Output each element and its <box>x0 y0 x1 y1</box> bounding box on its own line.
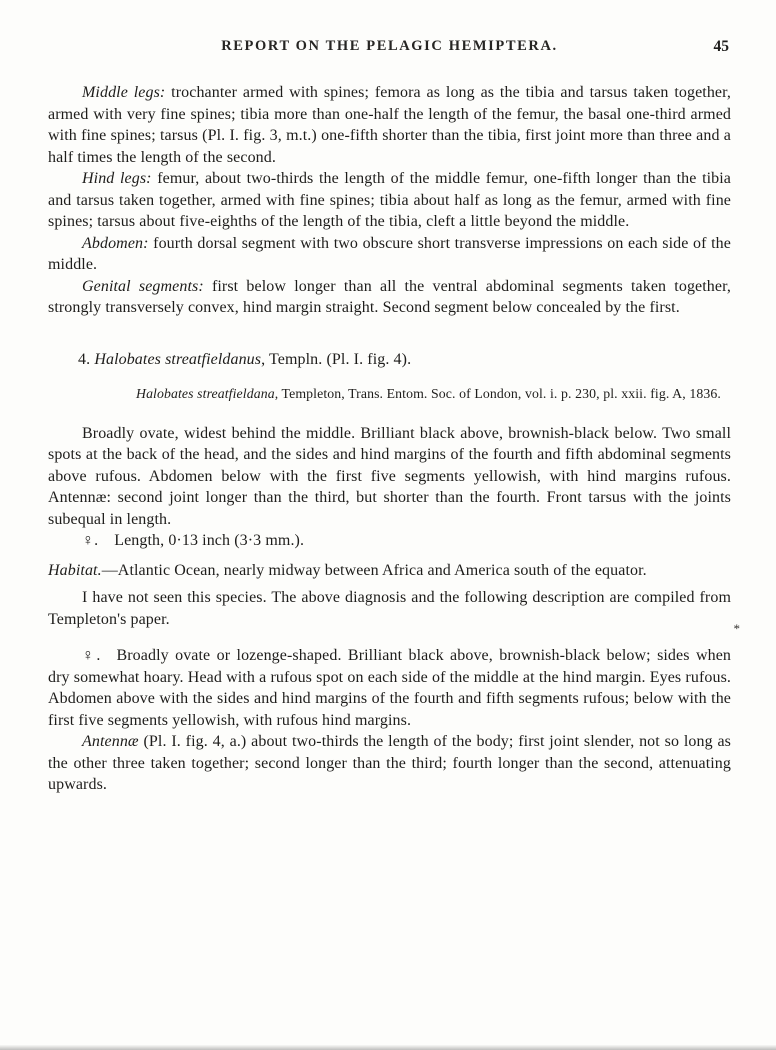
paragraph-text: trochanter armed with spines; femora as long as the tibia and tarsus taken together, armed with very fine spines; tibia more than one-half the length of the femur, the basal one-third armed with fine spines; tarsus (Pl. I. fig. 3, m.t.) one-fifth shorter than the tibia, first joint more than three and a half times the length of the second. <box>48 84 732 166</box>
citation-species-name: Halobates streatfieldana <box>136 386 275 401</box>
paragraph-middle-legs <box>48 82 731 168</box>
paragraph-lead: Habitat. <box>48 561 102 579</box>
paragraph-text: I have not seen this species. The above diagnosis and the following description are compiled from Templeton's paper. <box>48 589 731 628</box>
paragraph-lead: Hind legs: <box>82 170 152 187</box>
paragraph-genital-segments <box>48 276 731 319</box>
paragraph-text: Length, 0·13 inch (3·3 mm.). <box>114 532 305 549</box>
citation-text: , Templeton, Trans. Entom. Soc. of London, vol. i. p. 230, pl. xxii. fig. A, 1836. <box>274 386 721 401</box>
species-heading <box>48 349 731 371</box>
paragraph-abdomen <box>48 233 731 276</box>
female-symbol: ♀. <box>82 647 101 664</box>
page-header <box>48 38 731 58</box>
page-number: 45 <box>713 38 729 55</box>
paragraph-lead: Abdomen: <box>82 234 149 252</box>
species-number: 4. <box>78 350 95 368</box>
paragraph-lead: Antennæ <box>82 733 139 750</box>
paragraph-lead: Genital segments: <box>82 277 204 295</box>
species-authority: , Templn. (Pl. I. fig. 4). <box>261 350 412 368</box>
paragraph-description <box>48 423 731 531</box>
paragraph-text: Broadly ovate or lozenge-shaped. Brilliant black above, brownish-black below; sides when dry somewhat hoary. Head with a rufous spot on each side of the middle at the hind margin. Eyes rufous. Abdomen above with the sides and hind margins of the fourth and fifth segments rufous; below with the first five segments yellowish, with rufous hind margins. <box>48 647 731 729</box>
paragraph-hind-legs <box>48 168 731 233</box>
paragraph-text: first below longer than all the ventral abdominal segments taken together, strongly transversely convex, hind margin straight. Second segment below concealed by the first. <box>48 277 731 316</box>
paragraph-lead: Middle legs: <box>82 84 166 101</box>
paragraph-antennae <box>48 731 731 796</box>
paragraph-text: femur, about two-thirds the length of the middle femur, one-fifth longer than the tibia and tarsus taken together, armed with fine spines; tibia about half as long as the femur, armed with fine spines; tarsus about five-eighths of the length of the tibia, cleft a little beyond the middle. <box>48 170 732 230</box>
paragraph-text: —Atlantic Ocean, nearly midway between Africa and America south of the equator. <box>101 561 647 579</box>
paragraph-not-seen <box>48 587 731 630</box>
paragraph-female-description <box>48 645 731 731</box>
paragraph-text: Broadly ovate, widest behind the middle. Brilliant black above, brownish-black below. Two small spots at the back of the head, and the sides and hind margins of the fourth and fifth abdominal segments above rufous. Abdomen below with the first five segments yellowish, with hind margins rufous. Antennæ: second joint longer than the third, but shorter than the fourth. Front tarsus with the joints subequal in length. <box>48 424 731 528</box>
paragraph-length <box>48 530 731 552</box>
paragraph-text: fourth dorsal segment with two obscure short transverse impressions on each side of the middle. <box>48 234 731 273</box>
footnote-asterisk: * <box>733 621 740 636</box>
running-title: REPORT ON THE PELAGIC HEMIPTERA. <box>221 38 558 54</box>
paragraph-habitat <box>48 560 731 582</box>
citation <box>48 385 731 404</box>
paragraph-text: (Pl. I. fig. 4, a.) about two-thirds the length of the body; first joint slender, not so long as the other three taken together; second longer than the third; fourth longer than the second, attenuating upwards. <box>48 733 731 793</box>
female-symbol: ♀. <box>82 532 99 549</box>
species-name: Halobates streatfieldanus <box>94 350 262 368</box>
